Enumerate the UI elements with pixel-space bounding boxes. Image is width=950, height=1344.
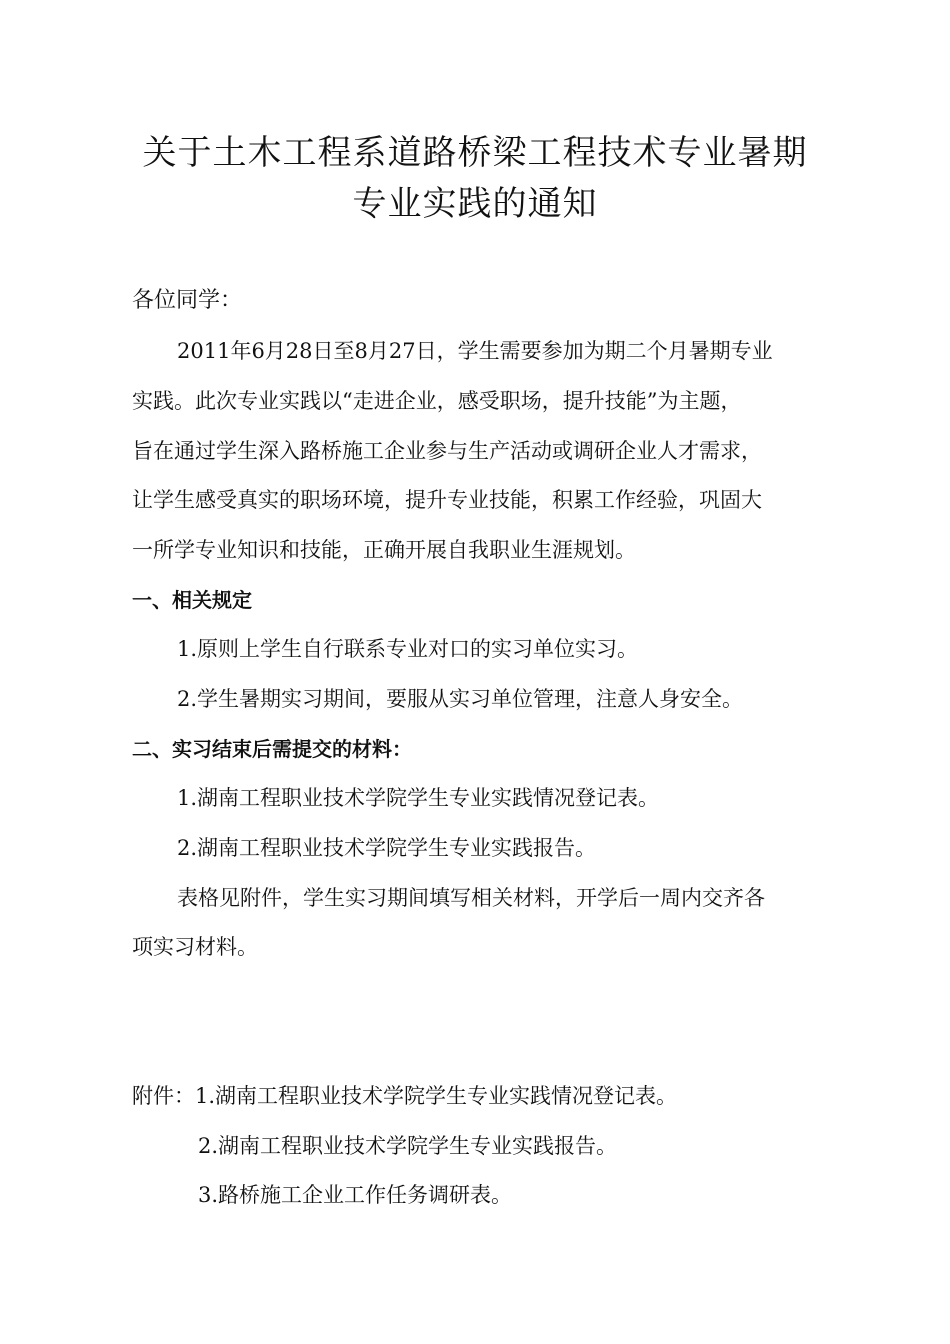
section-1-heading: 一、相关规定 xyxy=(132,588,252,612)
intro-line-1: 2011年6月28日至8月27日，学生需要参加为期二个月暑期专业 xyxy=(177,339,773,363)
section-1-item-2: 2.学生暑期实习期间，要服从实习单位管理，注意人身安全。 xyxy=(177,687,744,711)
attachments-label-line: 附件：1.湖南工程职业技术学院学生专业实践情况登记表。 xyxy=(132,1084,678,1108)
salutation: 各位同学： xyxy=(132,288,243,313)
intro-line-3: 旨在通过学生深入路桥施工企业参与生产活动或调研企业人才需求， xyxy=(132,439,762,463)
document-title-line-2: 专业实践的通知 xyxy=(352,184,598,224)
section-2-note-line-2: 项实习材料。 xyxy=(132,935,258,959)
attachment-item-3: 3.路桥施工企业工作任务调研表。 xyxy=(198,1183,513,1207)
intro-line-2: 实践。此次专业实践以“走进企业，感受职场，提升技能”为主题， xyxy=(132,389,742,413)
document-title-line-1: 关于土木工程系道路桥梁工程技术专业暑期 xyxy=(142,133,808,173)
section-2-item-2: 2.湖南工程职业技术学院学生专业实践报告。 xyxy=(177,836,597,860)
intro-line-4: 让学生感受真实的职场环境，提升专业技能，积累工作经验，巩固大 xyxy=(132,488,762,512)
section-2-item-1: 1.湖南工程职业技术学院学生专业实践情况登记表。 xyxy=(177,786,660,810)
section-2-heading: 二、实习结束后需提交的材料： xyxy=(132,737,412,761)
intro-line-5: 一所学专业知识和技能，正确开展自我职业生涯规划。 xyxy=(132,538,636,562)
section-1-item-1: 1.原则上学生自行联系专业对口的实习单位实习。 xyxy=(177,637,639,661)
attachment-item-2: 2.湖南工程职业技术学院学生专业实践报告。 xyxy=(198,1134,618,1158)
section-2-note-line-1: 表格见附件，学生实习期间填写相关材料，开学后一周内交齐各 xyxy=(177,886,765,910)
